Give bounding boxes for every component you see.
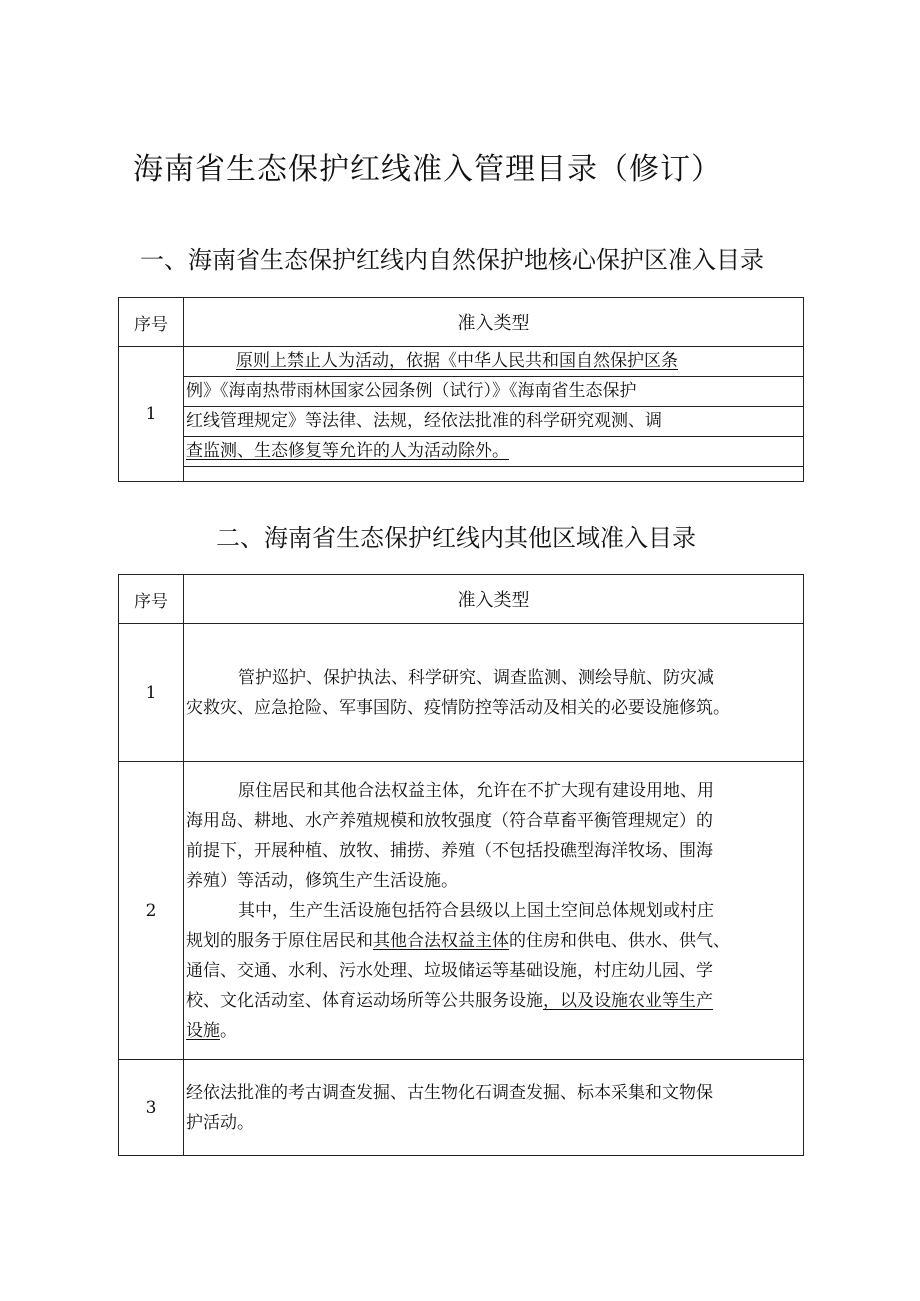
other-zone-table — [118, 574, 804, 1156]
content-line: 管护巡护、保护执法、科学研究、调查监测、测绘导航、防灾减 — [238, 667, 714, 688]
row-num: 1 — [119, 624, 184, 762]
section-1-heading: 一、海南省生态保护红线内自然保护地核心保护区准入目录 — [140, 246, 764, 274]
table-row — [119, 347, 804, 482]
document-title: 海南省生态保护红线准入管理目录（修订） — [133, 152, 722, 187]
header-type: 准入类型 — [184, 575, 804, 624]
row-num: 2 — [119, 762, 184, 1060]
content-line: 查监测、生态修复等允许的人为活动除外。 — [186, 441, 509, 461]
content-line: 的住房和供电、供水、供气、 — [509, 930, 730, 951]
content-line: 原住居民和其他合法权益主体，允许在不扩大现有建设用地、用 — [238, 780, 714, 801]
content-line-underlined: 设施 — [186, 1020, 220, 1041]
section-2-heading: 二、海南省生态保护红线内其他区域准入目录 — [216, 524, 696, 552]
content-line: 红线管理规定》等法律、法规，经依法批准的科学研究观测、调 — [186, 411, 662, 431]
content-line: 规划的服务于原住居民和 — [186, 930, 373, 951]
table-header-row — [119, 298, 804, 347]
content-line: 。 — [220, 1020, 237, 1041]
header-num: 序号 — [119, 575, 184, 624]
content-line: 校、文化活动室、体育运动场所等公共服务设施 — [186, 990, 543, 1011]
content-line: 其中，生产生活设施包括符合县级以上国土空间总体规划或村庄 — [238, 900, 714, 921]
content-line: 前提下，开展种植、放牧、捕捞、养殖（不包括投礁型海洋牧场、围海 — [186, 840, 713, 861]
core-zone-table — [118, 297, 804, 482]
content-line: 海用岛、耕地、水产养殖规模和放牧强度（符合草畜平衡管理规定）的 — [186, 810, 713, 831]
row-content — [184, 762, 804, 1060]
content-line: 护活动。 — [186, 1112, 254, 1133]
table-header-row — [119, 575, 804, 624]
content-line-underlined: ，以及设施农业等生产 — [543, 990, 713, 1011]
content-line: 灾救灾、应急抢险、军事国防、疫情防控等活动及相关的必要设施修筑。 — [186, 697, 730, 718]
row-num: 1 — [119, 347, 184, 482]
row-content — [184, 347, 804, 482]
table-row — [119, 762, 804, 1060]
content-line: 例》《海南热带雨林国家公园条例（试行）》《海南省生态保护 — [186, 381, 637, 401]
header-type: 准入类型 — [184, 298, 804, 347]
content-line-underlined: 其他合法权益主体 — [373, 930, 509, 951]
table-row — [119, 1060, 804, 1156]
content-line: 经依法批准的考古调查发掘、古生物化石调查发掘、标本采集和文物保 — [186, 1082, 713, 1103]
row-content — [184, 1060, 804, 1156]
content-line: 通信、交通、水利、污水处理、垃圾储运等基础设施，村庄幼儿园、学 — [186, 960, 713, 981]
content-line: 养殖）等活动，修筑生产生活设施。 — [186, 870, 458, 891]
row-num: 3 — [119, 1060, 184, 1156]
row-content — [184, 624, 804, 762]
table-row — [119, 624, 804, 762]
content-line: 原则上禁止人为活动，依据《中华人民共和国自然保护区条 — [236, 351, 678, 371]
header-num: 序号 — [119, 298, 184, 347]
